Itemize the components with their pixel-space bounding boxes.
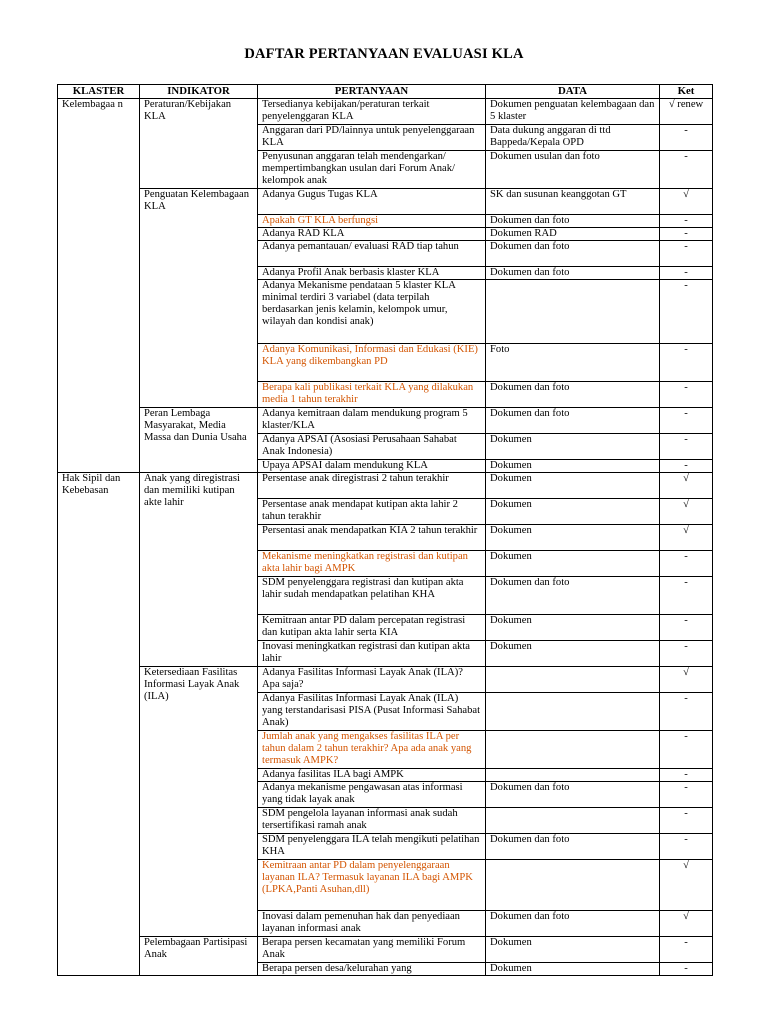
cell-pertanyaan: Adanya mekanisme pengawasan atas informasi yang tidak layak anak (258, 782, 486, 808)
cell-data: Dokumen dan foto (486, 408, 660, 434)
cell-ket: - (660, 267, 713, 280)
cell-ket: √ (660, 189, 713, 215)
cell-ket: - (660, 551, 713, 577)
cell-ket: - (660, 834, 713, 860)
cell-pertanyaan: Berapa persen kecamatan yang memiliki Forum Anak (258, 937, 486, 963)
cell-data: Dokumen dan foto (486, 382, 660, 408)
cell-indikator: Peraturan/Kebijakan KLA (140, 99, 258, 189)
cell-ket: - (660, 280, 713, 344)
cell-indikator: Pelembagaan Partisipasi Anak (140, 937, 258, 976)
cell-data: Dokumen (486, 525, 660, 551)
cell-pertanyaan: Apakah GT KLA berfungsi (258, 215, 486, 228)
cell-data (486, 769, 660, 782)
cell-pertanyaan: Adanya Profil Anak berbasis klaster KLA (258, 267, 486, 280)
cell-pertanyaan: SDM penyelenggara registrasi dan kutipan akta lahir sudah mendapatkan pelatihan KHA (258, 577, 486, 615)
cell-data: Dokumen dan foto (486, 577, 660, 615)
table-row (58, 189, 713, 215)
cell-klaster: Hak Sipil dan Kebebasan (58, 473, 140, 976)
table-row (58, 408, 713, 434)
cell-pertanyaan: Persentase anak diregistrasi 2 tahun terakhir (258, 473, 486, 499)
cell-data: Dokumen dan foto (486, 782, 660, 808)
cell-data: Dokumen dan foto (486, 215, 660, 228)
cell-ket: - (660, 782, 713, 808)
cell-indikator: Penguatan Kelembagaan KLA (140, 189, 258, 408)
cell-pertanyaan: Persentase anak mendapat kutipan akta lahir 2 tahun terakhir (258, 499, 486, 525)
cell-pertanyaan: Adanya APSAI (Asosiasi Perusahaan Sahabat Anak Indonesia) (258, 434, 486, 460)
cell-pertanyaan: Anggaran dari PD/lainnya untuk penyelenggaraan KLA (258, 125, 486, 151)
cell-data: Dokumen dan foto (486, 267, 660, 280)
cell-pertanyaan: Adanya Fasilitas Informasi Layak Anak (ILA)? Apa saja? (258, 667, 486, 693)
cell-data (486, 808, 660, 834)
cell-pertanyaan: Tersedianya kebijakan/peraturan terkait penyelenggaran KLA (258, 99, 486, 125)
cell-ket: - (660, 434, 713, 460)
cell-klaster: Kelembagaa n (58, 99, 140, 473)
cell-ket: - (660, 808, 713, 834)
cell-data: Data dukung anggaran di ttd Bappeda/Kepala OPD (486, 125, 660, 151)
cell-pertanyaan: Inovasi meningkatkan registrasi dan kutipan akta lahir (258, 641, 486, 667)
cell-ket: √ (660, 525, 713, 551)
header-indikator: INDIKATOR (140, 85, 258, 99)
cell-data: Foto (486, 344, 660, 382)
cell-data: Dokumen (486, 499, 660, 525)
cell-data: Dokumen (486, 937, 660, 963)
cell-pertanyaan: Upaya APSAI dalam mendukung KLA (258, 460, 486, 473)
cell-data: Dokumen (486, 460, 660, 473)
cell-ket: √ (660, 499, 713, 525)
cell-ket: - (660, 460, 713, 473)
cell-ket: - (660, 125, 713, 151)
evaluation-table (57, 84, 713, 976)
cell-ket: - (660, 241, 713, 267)
cell-ket: - (660, 228, 713, 241)
cell-data (486, 667, 660, 693)
cell-ket: - (660, 382, 713, 408)
cell-pertanyaan: Adanya Fasilitas Informasi Layak Anak (ILA) yang terstandarisasi PISA (Pusat Informasi Sahabat Anak) (258, 693, 486, 731)
cell-data: Dokumen dan foto (486, 834, 660, 860)
cell-ket: √ (660, 473, 713, 499)
cell-ket: √ (660, 860, 713, 911)
cell-data: Dokumen dan foto (486, 911, 660, 937)
cell-data (486, 731, 660, 769)
cell-pertanyaan: Adanya kemitraan dalam mendukung program 5 klaster/KLA (258, 408, 486, 434)
cell-ket: - (660, 215, 713, 228)
cell-pertanyaan: Inovasi dalam pemenuhan hak dan penyediaan layanan informasi anak (258, 911, 486, 937)
cell-ket: - (660, 615, 713, 641)
cell-ket: - (660, 937, 713, 963)
header-klaster: KLASTER (58, 85, 140, 99)
cell-ket: √ (660, 667, 713, 693)
cell-ket: - (660, 408, 713, 434)
table-row (58, 937, 713, 963)
cell-data (486, 280, 660, 344)
cell-pertanyaan: Kemitraan antar PD dalam penyelenggaraan layanan ILA? Termasuk layanan ILA bagi AMPK (LPKA,Panti Asuhan,dll) (258, 860, 486, 911)
cell-pertanyaan: Adanya Mekanisme pendataan 5 klaster KLA minimal terdiri 3 variabel (data terpilah berdasarkan jenis kelamin, kelompok umur, wilayah dan kondisi anak) (258, 280, 486, 344)
table-row (58, 667, 713, 693)
cell-ket: - (660, 344, 713, 382)
cell-data: Dokumen (486, 434, 660, 460)
document-title: DAFTAR PERTANYAAN EVALUASI KLA (244, 46, 524, 62)
cell-data: Dokumen RAD (486, 228, 660, 241)
cell-pertanyaan: Berapa persen desa/kelurahan yang (258, 963, 486, 976)
header-pertanyaan: PERTANYAAN (258, 85, 486, 99)
cell-ket: - (660, 577, 713, 615)
cell-pertanyaan: Adanya pemantauan/ evaluasi RAD tiap tahun (258, 241, 486, 267)
cell-pertanyaan: Jumlah anak yang mengakses fasilitas ILA per tahun dalam 2 tahun terakhir? Apa ada anak yang termasuk AMPK? (258, 731, 486, 769)
cell-indikator: Anak yang diregistrasi dan memiliki kutipan akte lahir (140, 473, 258, 667)
cell-pertanyaan: Penyusunan anggaran telah mendengarkan/ mempertimbangkan usulan dari Forum Anak/ kelompok anak (258, 151, 486, 189)
table-row (58, 99, 713, 125)
header-data: DATA (486, 85, 660, 99)
cell-ket: √ renew (660, 99, 713, 125)
cell-pertanyaan: Adanya RAD KLA (258, 228, 486, 241)
cell-pertanyaan: Berapa kali publikasi terkait KLA yang dilakukan media 1 tahun terakhir (258, 382, 486, 408)
cell-data: Dokumen (486, 963, 660, 976)
cell-pertanyaan: Kemitraan antar PD dalam percepatan registrasi dan kutipan akta lahir serta KIA (258, 615, 486, 641)
cell-ket: - (660, 731, 713, 769)
cell-data: SK dan susunan keanggotan GT (486, 189, 660, 215)
cell-data: Dokumen (486, 551, 660, 577)
cell-pertanyaan: SDM penyelenggara ILA telah mengikuti pelatihan KHA (258, 834, 486, 860)
cell-ket: - (660, 963, 713, 976)
cell-ket: - (660, 151, 713, 189)
table-header-row (58, 85, 713, 99)
cell-data: Dokumen (486, 473, 660, 499)
cell-ket: - (660, 693, 713, 731)
cell-indikator: Ketersediaan Fasilitas Informasi Layak Anak (ILA) (140, 667, 258, 937)
cell-pertanyaan: Adanya fasilitas ILA bagi AMPK (258, 769, 486, 782)
cell-pertanyaan: Adanya Gugus Tugas KLA (258, 189, 486, 215)
cell-data: Dokumen usulan dan foto (486, 151, 660, 189)
cell-pertanyaan: SDM pengelola layanan informasi anak sudah tersertifikasi ramah anak (258, 808, 486, 834)
cell-data: Dokumen penguatan kelembagaan dan 5 klaster (486, 99, 660, 125)
cell-ket: √ (660, 911, 713, 937)
cell-pertanyaan: Persentasi anak mendapatkan KIA 2 tahun terakhir (258, 525, 486, 551)
cell-ket: - (660, 641, 713, 667)
cell-ket: - (660, 769, 713, 782)
cell-pertanyaan: Adanya Komunikasi, Informasi dan Edukasi (KIE) KLA yang dikembangkan PD (258, 344, 486, 382)
cell-data: Dokumen dan foto (486, 241, 660, 267)
cell-indikator: Peran Lembaga Masyarakat, Media Massa dan Dunia Usaha (140, 408, 258, 473)
cell-data: Dokumen (486, 641, 660, 667)
cell-pertanyaan: Mekanisme meningkatkan registrasi dan kutipan akta lahir bagi AMPK (258, 551, 486, 577)
cell-data (486, 693, 660, 731)
cell-data (486, 860, 660, 911)
header-ket: Ket (660, 85, 713, 99)
table-row (58, 473, 713, 499)
cell-data: Dokumen (486, 615, 660, 641)
